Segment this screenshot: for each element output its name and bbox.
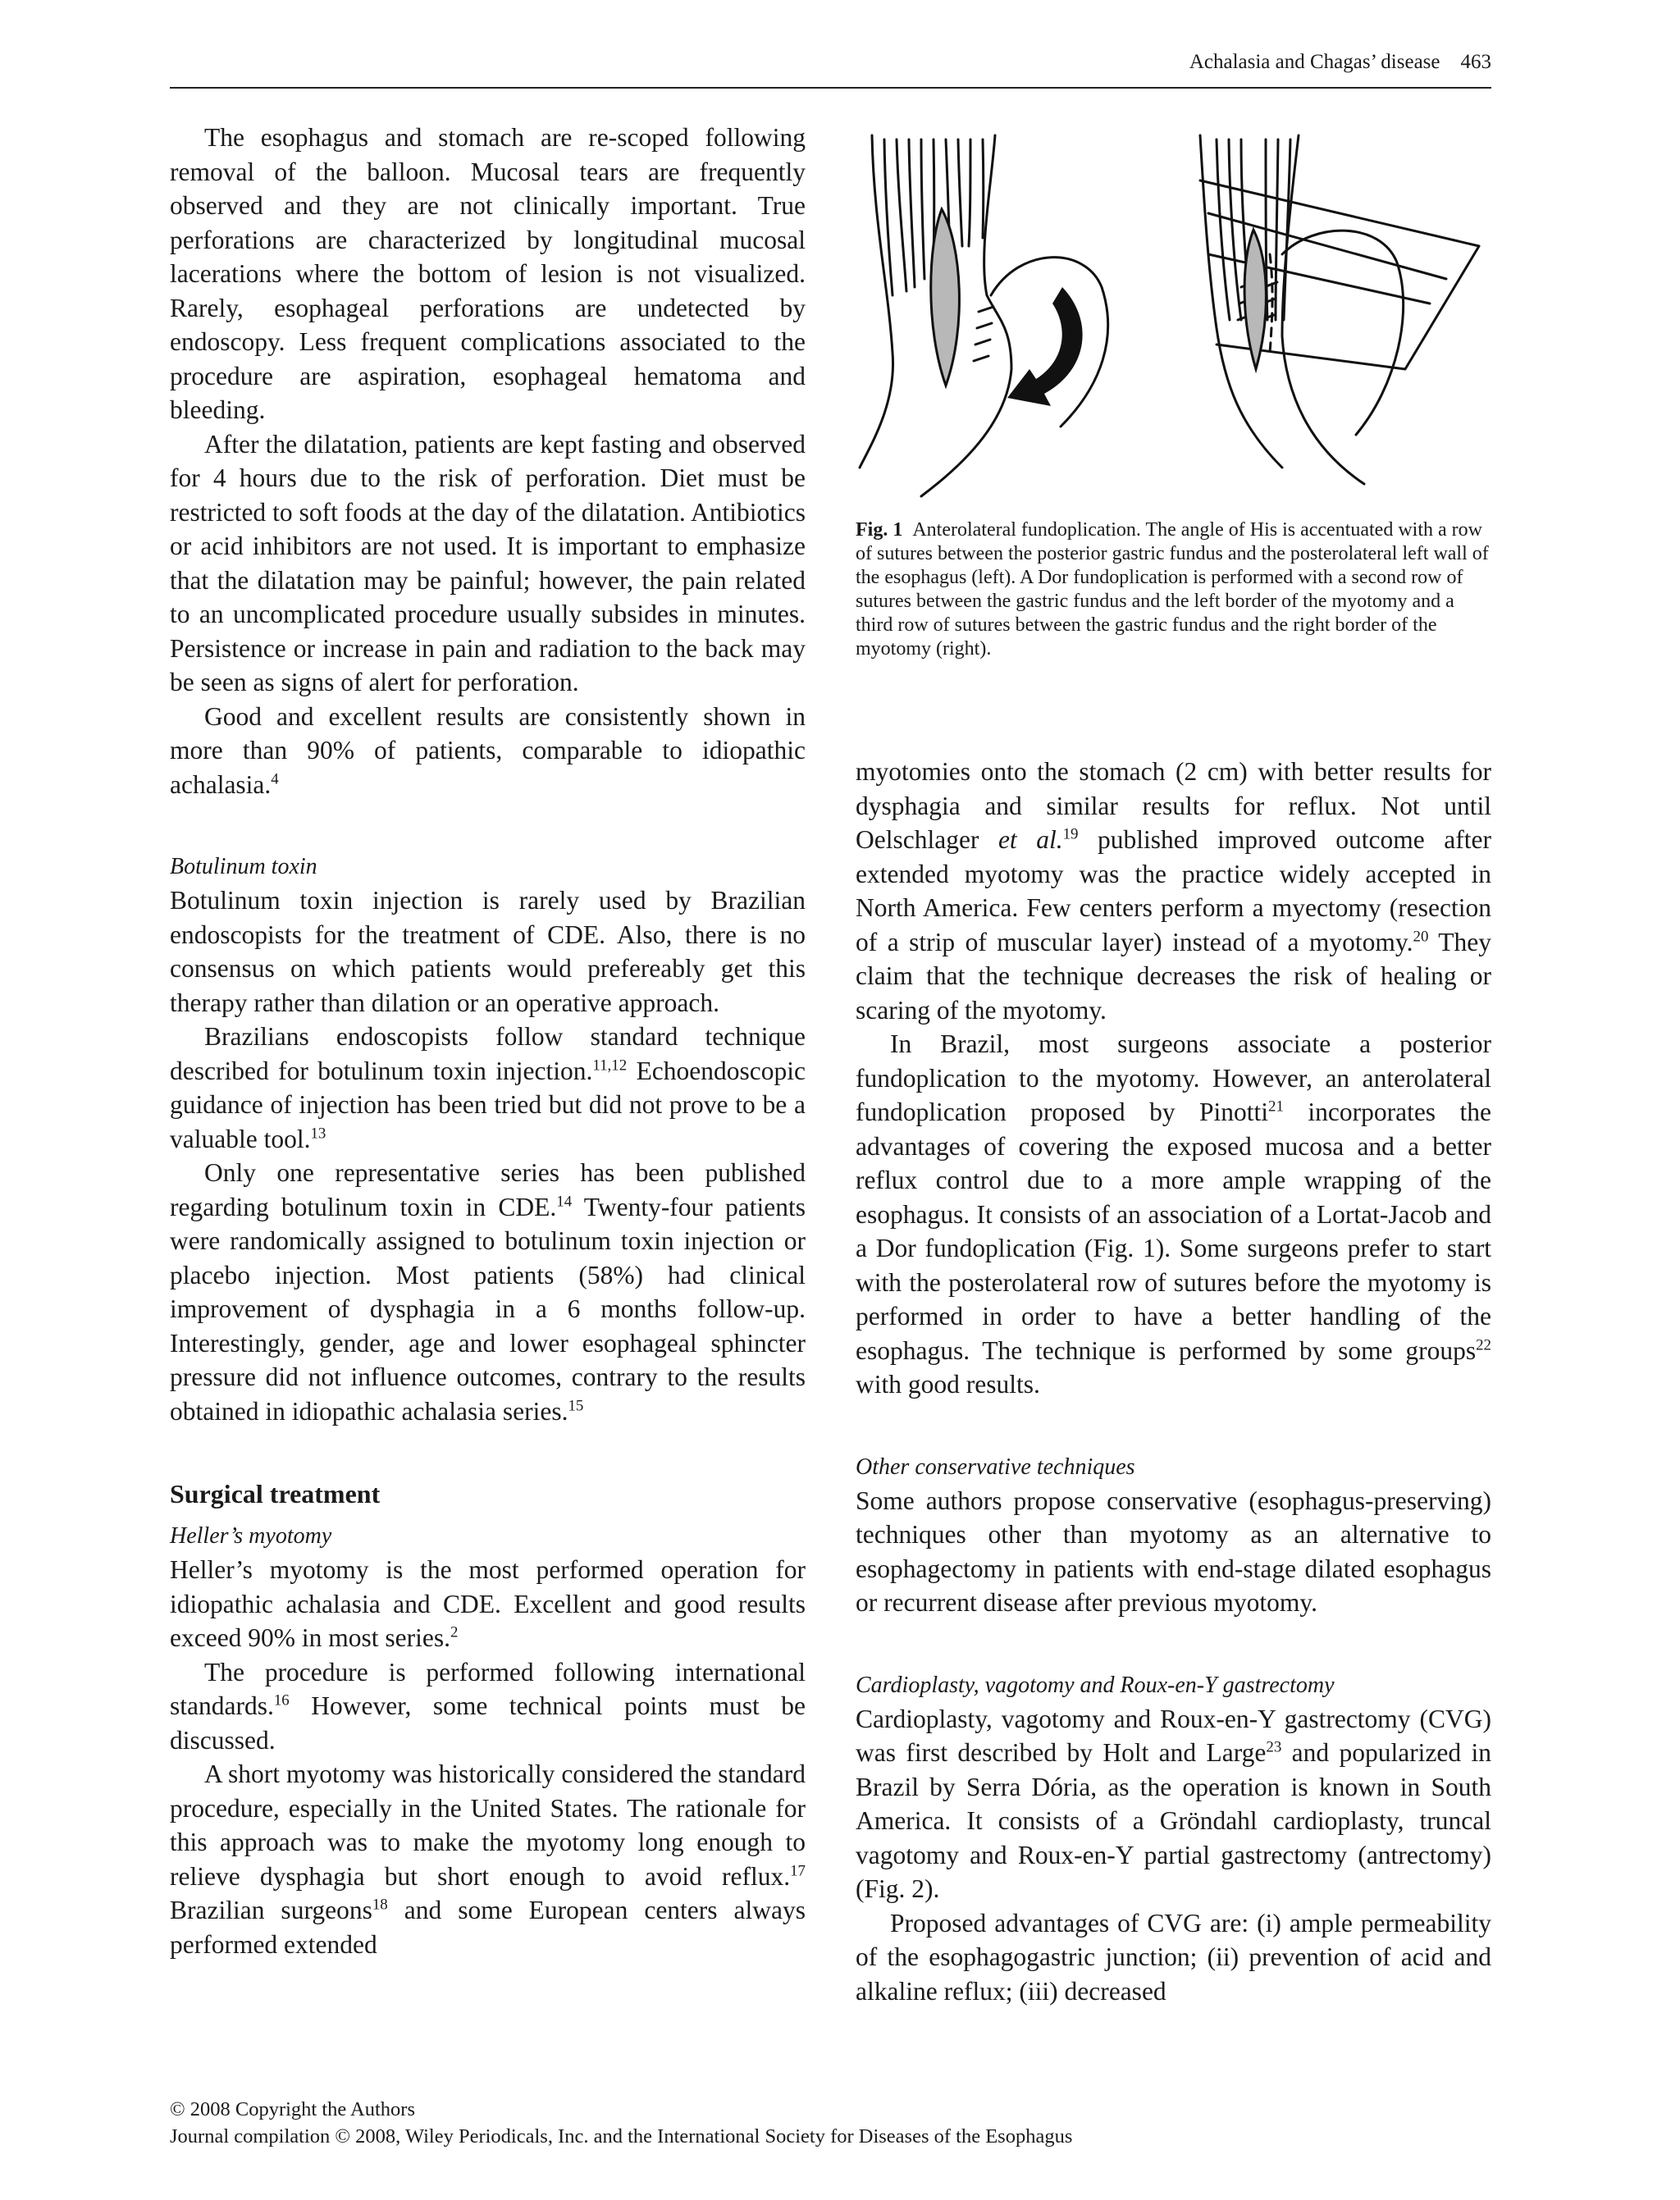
page-number: 463 — [1460, 51, 1491, 73]
paragraph: Proposed advantages of CVG are: (i) ample permeability of the esophagogastric junction; (ii) prevention of acid and alkaline reflux; (iii) decreased — [856, 1908, 1491, 2006]
section-subheading: Cardioplasty, vagotomy and Roux-en-Y gastrectomy — [856, 1672, 1335, 1698]
section-heading: Surgical treatment — [170, 1479, 381, 1509]
figure-caption-text: Anterolateral fundoplication. The angle of His is accentuated with a row of sutures between the posterior gastric fundus and the posterolateral left wall of the esophagus (left). A Dor fundoplication is performed with a second row of sutures between the gastric fundus and the left border of the myotomy and a third row of sutures between the gastric fundus and the right border of the myotomy (right). — [856, 519, 1489, 660]
citation: 17 — [790, 1862, 806, 1879]
running-title: Achalasia and Chagas’ disease — [1189, 51, 1440, 73]
right-column — [856, 755, 1491, 2008]
right-panel-drawing — [1200, 135, 1479, 484]
paragraph: Cardioplasty, vagotomy and Roux-en-Y gastrectomy (CVG) was first described by Holt and Large$^{23}$ and popularized in Brazil by Serra Dória, as the operation is known in South America. It consists of a Gröndahl cardioplasty, truncal vagotomy and Roux-en-Y partial gastrectomy (antrectomy) (Fig. 2). — [856, 1704, 1492, 1903]
citation: 14 — [556, 1193, 573, 1210]
citation: 23 — [1266, 1738, 1282, 1756]
citation: 4 — [271, 770, 279, 787]
figure-label: Fig. 1 — [856, 519, 903, 541]
citation: 22 — [1476, 1336, 1491, 1353]
running-title-line — [1189, 51, 1491, 74]
journal-line: Journal compilation © 2008, Wiley Periodicals, Inc. and the International Society for Diseases of the Esophagus — [170, 2125, 1073, 2148]
citation: 13 — [310, 1125, 326, 1142]
rotation-arrow-icon — [1007, 287, 1083, 406]
copyright-line: © 2008 Copyright the Authors — [170, 2098, 416, 2120]
citation: 16 — [273, 1691, 290, 1709]
figure-1-illustration — [856, 123, 1491, 509]
running-header — [170, 49, 1491, 89]
citation: 2 — [450, 1623, 459, 1641]
paragraph: Some authors propose conservative (esophagus-preserving) techniques other than myotomy as an alternative to esophagectomy in patients with end-stage dilated esophagus or recurrent disease after previous myotomy. — [856, 1486, 1491, 1617]
section-subheading: Heller’s myotomy — [170, 1523, 332, 1549]
fundoplication-drawing — [856, 123, 1491, 509]
paragraph: The esophagus and stomach are re-scoped following removal of the balloon. Mucosal tears are frequently observed and they are not clinically important. True perforations are characterized by longitudinal mucosal lacerations where the bottom of lesion is not visualized. Rarely, esophageal perforations are undetected by endoscopy. Less frequent complications associated to the procedure are aspiration, esophageal hematoma and bleeding. — [170, 123, 806, 424]
section-subheading: Other conservative techniques — [856, 1454, 1135, 1480]
citation: 21 — [1268, 1098, 1284, 1116]
paragraph: Heller’s myotomy is the most performed operation for idiopathic achalasia and CDE. Excellent and good results exceed 90% in most series.$^2$ — [170, 1555, 806, 1652]
section-subheading: Botulinum toxin — [170, 854, 317, 879]
citation: 11,12 — [592, 1057, 628, 1074]
citation: 19 — [1062, 825, 1079, 843]
paragraph: Good and excellent results are consistently shown in more than 90% of patients, comparable to idiopathic achalasia.$^4$ — [170, 701, 806, 799]
paragraph: In Brazil, most surgeons associate a posterior fundoplication to the myotomy. However, an anterolateral fundoplication proposed by Pinotti$^{21}$ incorporates the advantages of covering the exposed mucosa and a better reflux control due to a more ample wrapping of the esophagus. It consists of an association of a Lortat-Jacob and a Dor fundoplication (Fig. 1). Some surgeons prefer to start with the posterolateral row of sutures before the myotomy is performed in order to have a better handling of the esophagus. The technique is performed by some groups$^{22}$ with good results. — [856, 1029, 1491, 1399]
citation: 20 — [1413, 928, 1429, 945]
citation: 18 — [372, 1896, 388, 1914]
paragraph: After the dilatation, patients are kept fasting and observed for 4 hours due to the risk of perforation. Diet must be restricted to soft foods at the day of the dilatation. Antibiotics or acid inhibitors are not used. It is important to emphasize that the dilatation may be painful; however, the pain related to an uncomplicated procedure usually subsides in minutes. Persistence or increase in pain and radiation to the back may be seen as signs of alert for perforation. — [170, 429, 806, 696]
left-column — [170, 121, 806, 1961]
citation: 15 — [568, 1397, 584, 1414]
paragraph: A short myotomy was historically considered the standard procedure, especially in the United States. The rationale for this approach was to make the myotomy long enough to relieve dysphagia but short enough to avoid reflux.$^{17}$ Brazilian surgeons$^{18}$ and some European centers always performed extended — [170, 1760, 806, 1959]
figure-caption — [856, 518, 1491, 661]
paragraph: The procedure is performed following international standards.$^{16}$ However, some technical points must be discussed. — [170, 1657, 806, 1755]
paragraph: myotomies onto the stomach (2 cm) with better results for dysphagia and similar results for reflux. Not until Oelschlager et al.$^{19}$ published improved outcome after extended myotomy was the practice widely accepted in North America. Few centers perform a myectomy (resection of a strip of muscular layer) instead of a myotomy.$^{20}$ They claim that the technique decreases the risk of healing or scaring of the myotomy. — [856, 757, 1491, 1025]
paragraph: Botulinum toxin injection is rarely used by Brazilian endoscopists for the treatment of CDE. Also, there is no consensus on which patients would prefereably get this therapy rather than dilation or an operative approach. — [170, 886, 806, 1017]
page-footer — [170, 2096, 1491, 2150]
paragraph: Brazilians endoscopists follow standard technique described for botulinum toxin injection.$^{11,12}$ Echoendoscopic guidance of injection has been tried but did not prove to be a valuable tool.$^{13}$ — [170, 1022, 806, 1153]
paragraph: Only one representative series has been published regarding botulinum toxin in CDE.$^{14}$ Twenty-four patients were randomically assigned to botulinum toxin injection or placebo injection. Most patients (58%) had clinical improvement of dysphagia in a 6 months follow-up. Interestingly, gender, age and lower esophageal sphincter pressure did not influence outcomes, contrary to the results obtained in idiopathic achalasia series.$^{15}$ — [170, 1158, 806, 1426]
